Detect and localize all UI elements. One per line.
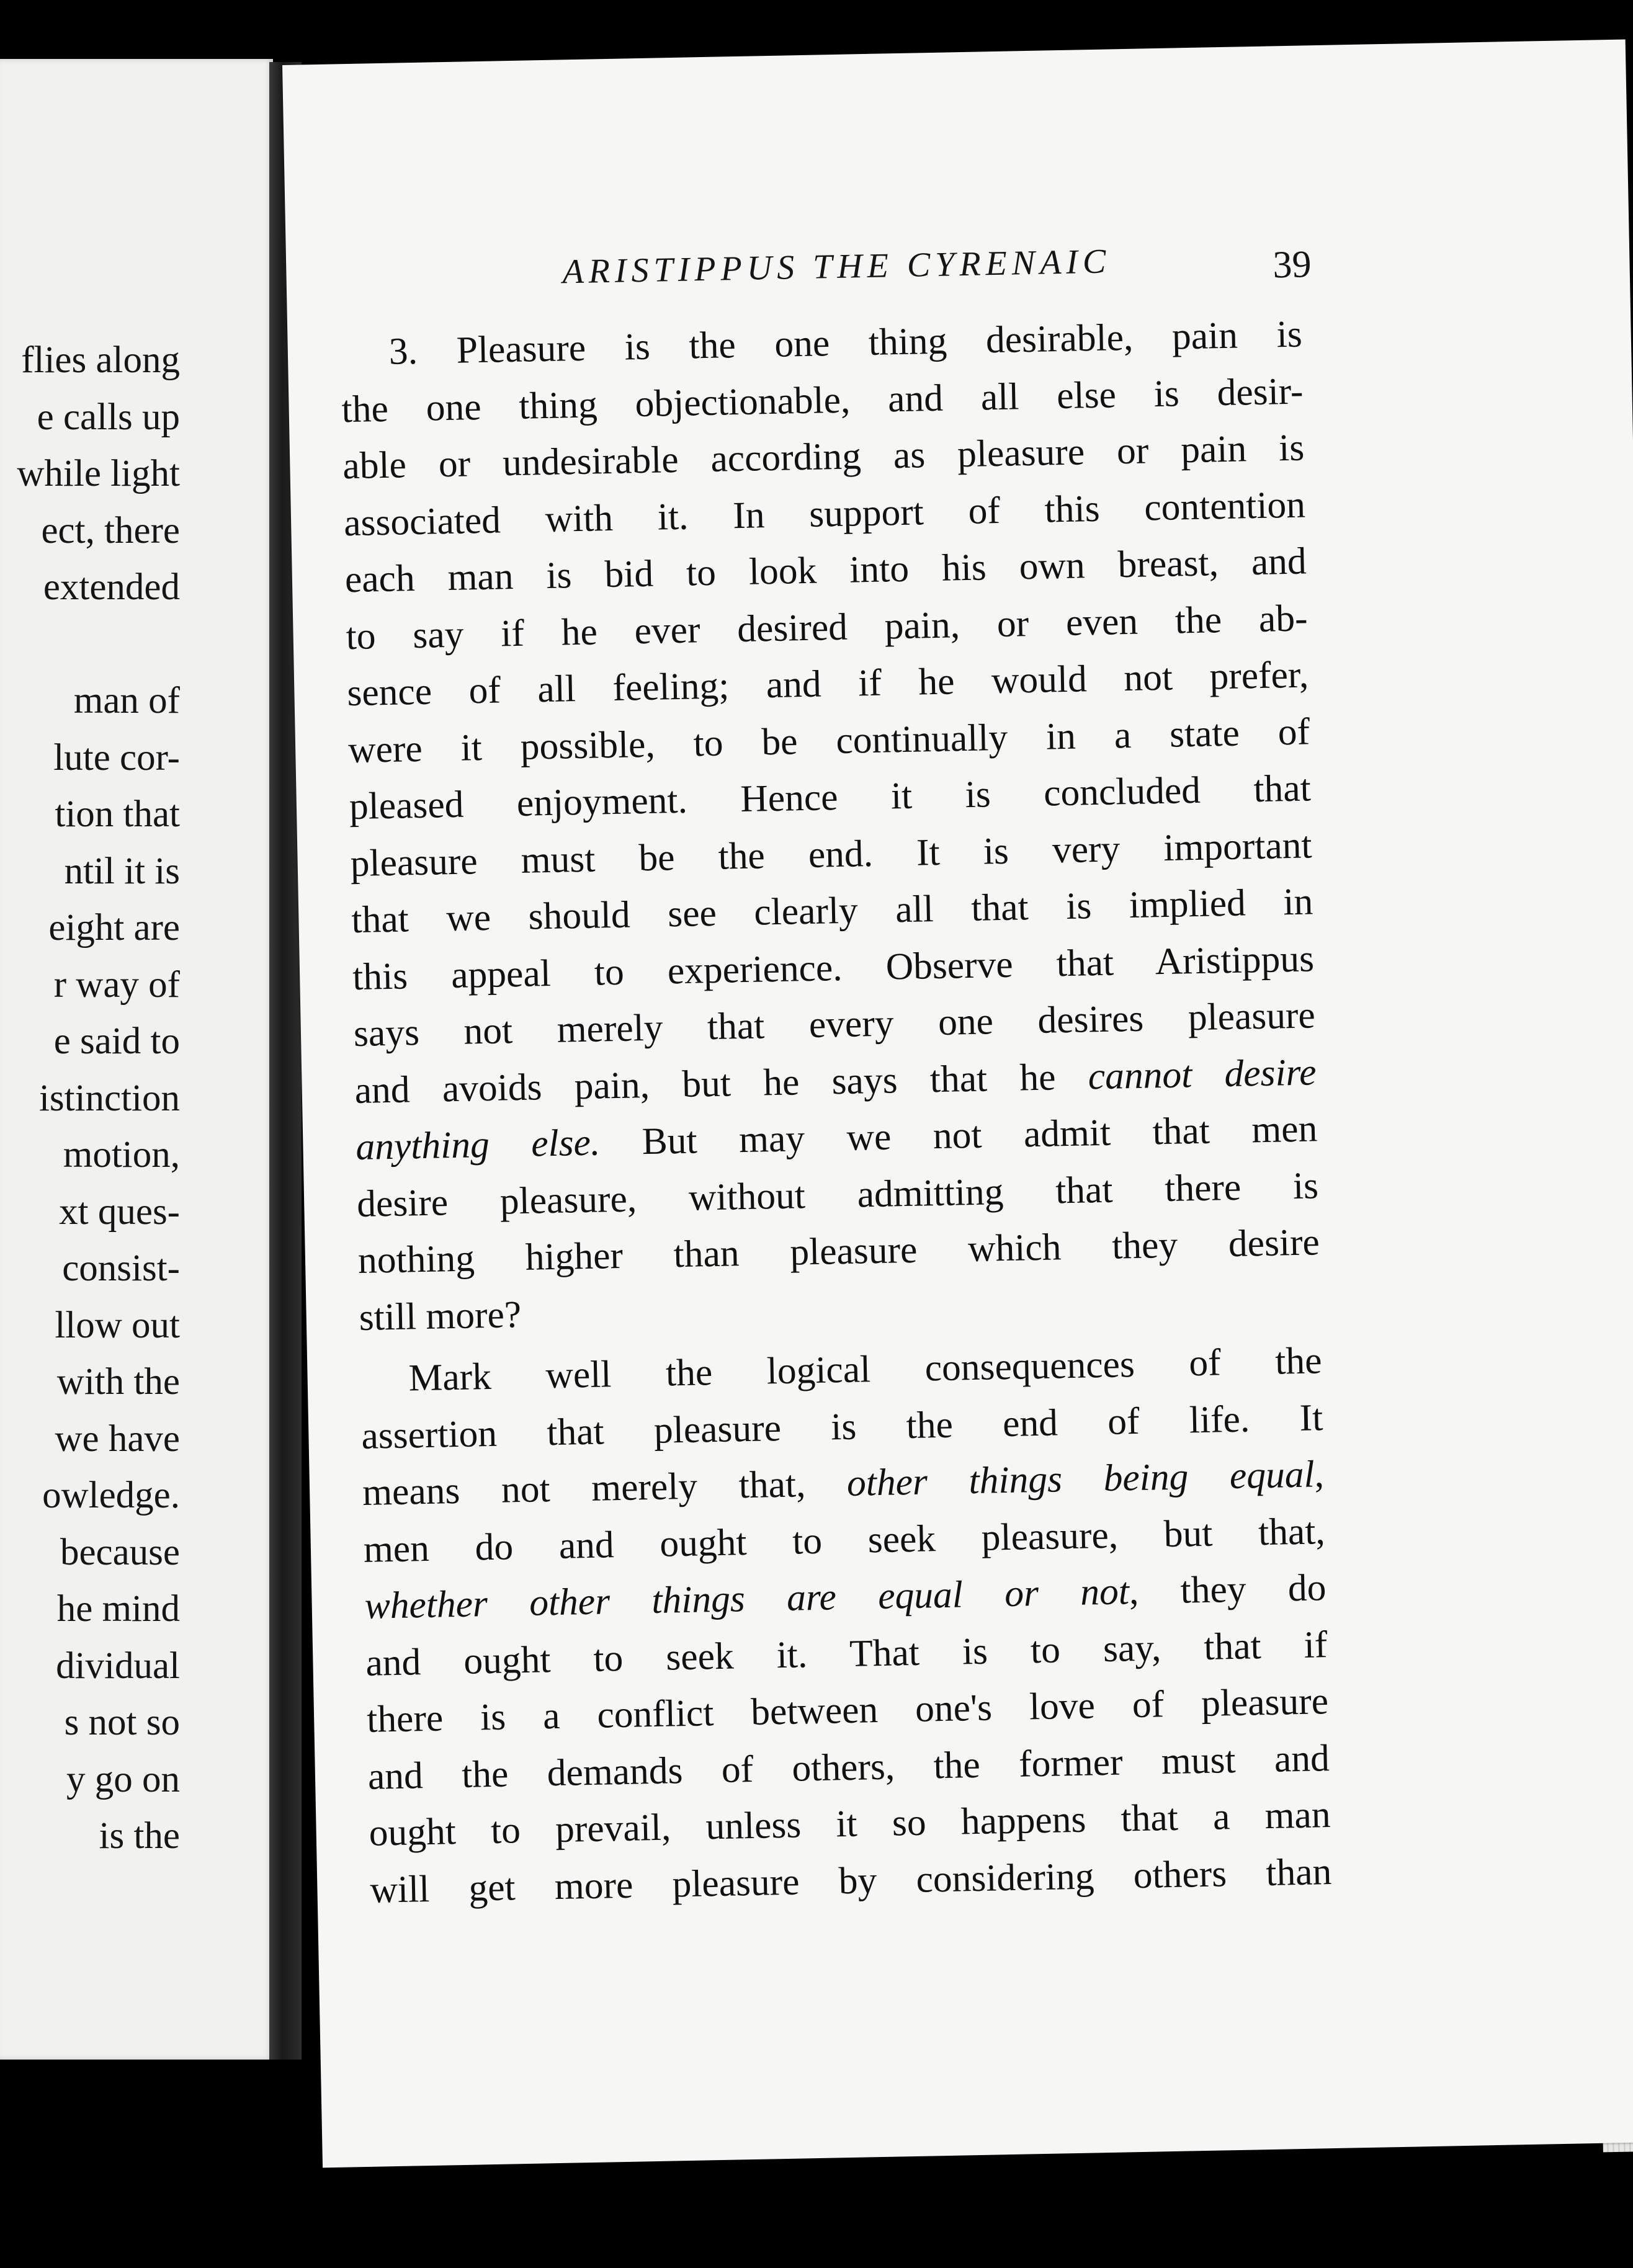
previous-page-line: tion that [55,793,180,835]
previous-page-line: istinction [38,1077,180,1119]
previous-page-line: llow out [55,1304,180,1346]
running-head: ARISTIPPUS THE CYRENAIC [561,242,1111,292]
previous-page-line: lute cor- [53,736,180,779]
previous-page-line: because [60,1531,180,1573]
text-line: the one thing objectionable, and all else is desir- [341,370,1304,431]
text-line: and the demands of others, the former must and [367,1736,1330,1798]
previous-page-line: man of [73,680,180,721]
text-run: But may we not admit that men [599,1107,1318,1164]
previous-page-line: ect, there [41,509,180,551]
page-body [340,306,1332,1919]
previous-page-line: r way of [53,963,180,1006]
previous-page-line: dividual [56,1645,180,1687]
emphasis-text: cannot desire [1088,1050,1317,1097]
previous-page-line [0,616,180,673]
text-line: Mark well the logical consequences of the [408,1339,1323,1400]
previous-page-line: while light [17,453,180,494]
text-line: ought to prevail, unless it so happens that a man [369,1793,1331,1854]
previous-page-text [0,332,180,1865]
text-line: this appeal to experience. Observe that Aristippus [352,937,1315,998]
previous-page-line: with the [56,1361,180,1403]
previous-page-line: e calls up [37,396,180,438]
text-run: , [1313,1453,1325,1496]
text-line: each man is bid to look into his own breast, and [344,540,1307,601]
text-line: to say if he ever desired pain, or even the ab- [346,596,1309,658]
emphasis-text: anything else. [355,1121,601,1169]
previous-page-line: owledge. [42,1475,180,1516]
previous-page-line: eight are [48,907,180,949]
text-run: and avoids pain, but he says that he [354,1055,1089,1112]
previous-page-line: motion, [63,1134,180,1176]
previous-page-line: is the [99,1815,180,1857]
text-line: nothing higher than pleasure which they desire [357,1221,1320,1282]
text-line: pleasure must be the end. It is very important [350,823,1313,885]
text-line: pleased enjoyment. Hence it is concluded that [349,767,1312,828]
paragraph-1 [340,306,1321,1346]
text-line: men do and ought to seek pleasure, but that, [363,1509,1326,1571]
text-line: that we should see clearly all that is implied in [351,880,1313,942]
previous-page-line: he mind [56,1588,180,1630]
previous-page-line: e said to [53,1020,180,1062]
text-line: will get more pleasure by considering others than [369,1850,1332,1911]
text-line: and ought to seek it. That is to say, that if [365,1623,1328,1684]
text-line: were it possible, to be continually in a state of [347,710,1310,771]
text-line: 3. Pleasure is the one thing desirable, pain is [388,313,1303,373]
page-number: 39 [1272,243,1312,287]
text-line: there is a conflict between one's love of pleasure [366,1680,1329,1741]
text-line: assertion that pleasure is the end of life. It [360,1396,1323,1457]
previous-page-line: y go on [66,1758,180,1800]
previous-page-line: extended [43,566,180,608]
paragraph-2 [360,1333,1332,1919]
previous-page-line: flies along [21,339,180,381]
previous-page-line: we have [55,1418,180,1460]
text-line: says not merely that every one desires pleasure [353,994,1316,1055]
text-run: means not merely that, [362,1462,848,1514]
text-line: associated with it. In support of this contention [343,483,1306,544]
previous-page [0,59,273,2060]
emphasis-text: whether other things are equal or not [364,1570,1130,1627]
text-line: sence of all feeling; and if he would not prefer, [346,653,1309,715]
previous-page-line: consist- [62,1248,180,1289]
previous-page-line: ntil it is [64,850,180,892]
text-line: desire pleasure, without admitting that there is [356,1164,1319,1225]
text-line: still more? [359,1293,522,1339]
emphasis-text: other things being equal [846,1453,1315,1504]
current-page [282,39,1633,2168]
previous-page-line: xt ques- [59,1190,180,1233]
text-line: able or undesirable according as pleasure or pain is [342,426,1305,488]
text-run: , they do [1129,1566,1327,1613]
previous-page-line: s not so [64,1702,180,1743]
